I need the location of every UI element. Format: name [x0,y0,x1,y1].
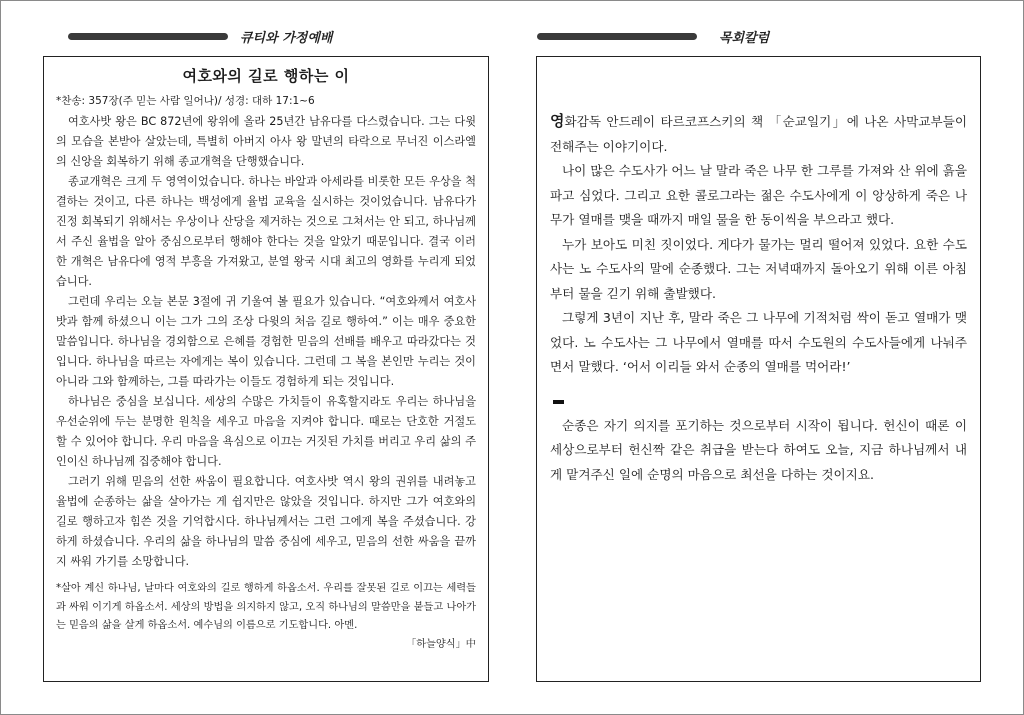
column-paragraph: 나이 많은 수도사가 어느 날 말라 죽은 나무 한 그루를 가져와 산 위에 흙을 파고 심었다. 그리고 요한 콜로그라는 젊은 수도사에게 이 앙상하게 죽은 나무가 열매를 맺을 때까지 매일 물을 한 동이씩을 부으라고 했다. [550,163,967,227]
closing-paragraph: 순종은 자기 의지를 포기하는 것으로부터 시작이 됩니다. 헌신이 때론 이 세상으로부터 헌신짝 같은 취급을 받는다 하여도 오늘, 지금 하나님께서 내게 맡겨주신 일에 순명의 마음으로 최선을 다하는 것이지요. [550,417,967,482]
column-paragraph: 누가 보아도 미친 짓이었다. 게다가 물가는 멀리 떨어져 있었다. 요한 수도사는 노 수도사의 말에 순종했다. 그는 저녁때까지 돌아오기 위해 이른 아침부터 물을 긷기 위해 출발했다. [550,236,967,301]
column-body [550,109,967,380]
article-title: 여호와의 길로 행하는 이 [182,67,350,85]
body-paragraph: 하나님은 중심을 보십니다. 세상의 수많은 가치들이 유혹할지라도 우리는 하나님을 우선순위에 두는 분명한 원칙을 세우고 마음을 지켜야 합니다. 때로는 단호한 거절도 할 수 있어야 합니다. 우리 마음을 욕심으로 이끄는 거짓된 가치를 버리고 우리 삶의 주인이신 하나님께 집중해야 합니다. [56,395,476,468]
hymn-scripture-line: *찬송: 357장(주 믿는 사람 일어나)/ 성경: 대하 17:1~6 [56,95,315,107]
body-paragraph: 여호사밧 왕은 BC 872년에 왕위에 올라 25년간 남유다를 다스렸습니다. 그는 다윗의 모습을 본받아 살았는데, 특별히 아버지 아사 왕 말년의 타락으로 무너진 이스라엘의 신앙을 회복하기 위해 종교개혁을 단행했습니다. [56,115,476,168]
right-header-bar [537,33,697,40]
section-marker [553,400,564,404]
body-paragraph: 그런데 우리는 오늘 본문 3절에 귀 기울여 볼 필요가 있습니다. “여호와께서 여호사밧과 함께 하셨으니 이는 그가 그의 조상 다윗의 처음 길로 행하여.” 이는 매우 중요한 말씀입니다. 하나님을 경외함으로 은혜를 경험한 믿음의 선배를 배우고 따라갔다는 것입니다. 하나님을 따르는 자에게는 복이 있습니다. 그런데 그 복을 본인만 누리는 것이 아니라 그와 함께하는, 그를 따라가는 이들도 경험하게 되는 것입니다. [56,295,476,388]
right-header-title: 목회칼럼 [719,31,770,46]
drop-letter: 영 [550,112,565,130]
left-header-bar [68,33,228,40]
devotional-body [56,112,476,572]
column-intro [550,109,967,159]
column-paragraph: 그렇게 3년이 지난 후, 말라 죽은 그 나무에 기적처럼 싹이 돋고 열매가 맺었다. 노 수도사는 그 나무에서 열매를 따서 수도원의 수도사들에게 나눠주면서 말했다. ‘어서 이리들 와서 순종의 열매를 먹어라!’ [550,310,967,374]
closing-prayer [56,580,476,654]
devotional-panel [43,56,489,682]
column-panel [536,56,981,682]
body-paragraph: 그러기 위해 믿음의 선한 싸움이 필요합니다. 여호사밧 역시 왕의 권위를 내려놓고 율법에 순종하는 삶을 살아가는 게 쉽지만은 않았을 것입니다. 하지만 그가 여호와의 길로 행하고자 힘쓴 것을 기억합시다. 하나님께서는 그런 그에게 복을 주셨습니다. 강하게 하셨습니다. 우리의 삶을 하나님의 말씀 중심에 세우고, 믿음의 선한 싸움을 끝까지 싸워 가기를 소망합니다. [56,475,476,568]
prayer-text: *살아 계신 하나님, 날마다 여호와의 길로 행하게 하옵소서. 우리를 잘못된 길로 이끄는 세력들과 싸워 이기게 하옵소서. 세상의 방법을 의지하지 않고, 오직 하나님의 말씀만을 붙들고 나아가는 믿음의 삶을 살게 하옵소서. 예수님의 이름으로 기도합니다. 아멘. [56,583,476,631]
prayer-source: 「하늘양식」中 [406,638,476,650]
column-closing [550,414,967,488]
intro-text: 화감독 안드레이 타르코프스키의 책 「순교일기」에 나온 사막교부들이 전해주는 이야기이다. [550,114,967,154]
body-paragraph: 종교개혁은 크게 두 영역이었습니다. 하나는 바알과 아세라를 비롯한 모든 우상을 척결하는 것이고, 다른 하나는 백성에게 율법 교육을 실시하는 것이었습니다. 남유다가 진정 회복되기 위해서는 우상이나 산당을 제거하는 것으로 그쳐서는 안 되고, 하나님께서 주신 율법을 알아 중심으로부터 행해야 한다는 것을 알았기 때문입니다. 결국 이러한 개혁은 남유다에 영적 부흥을 가져왔고, 분열 왕국 시대 최고의 영화를 누리게 되었습니다. [56,175,476,288]
left-header-title: 큐티와 가정예배 [240,31,333,46]
